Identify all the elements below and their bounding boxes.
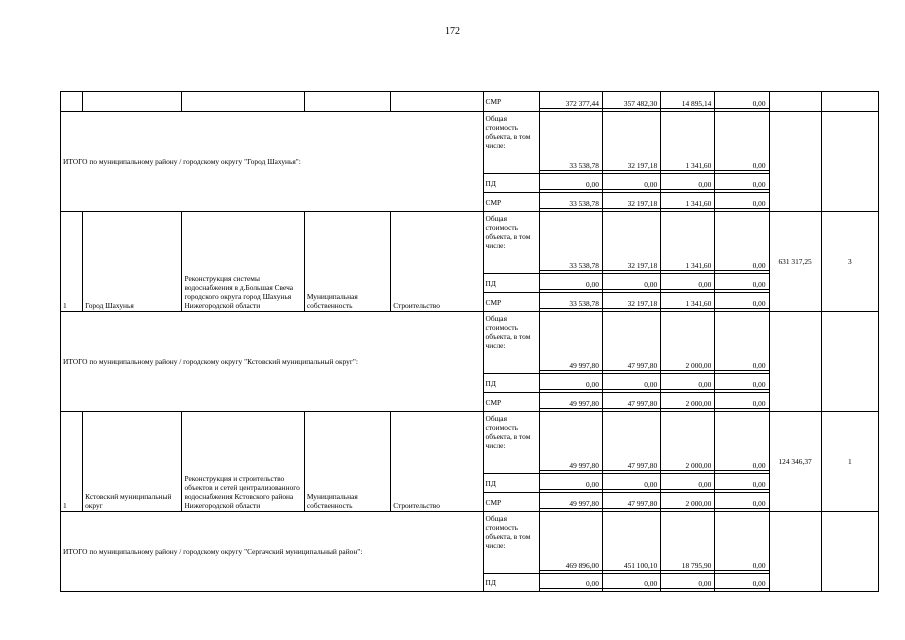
value-cell: 0,00 — [661, 180, 714, 190]
value-cell: 0,00 — [661, 280, 714, 290]
table-row — [61, 512, 879, 574]
work-type-cell: Строительство — [391, 412, 483, 512]
value-cell: 0,00 — [715, 280, 768, 290]
value-cell: 0,00 — [540, 480, 602, 490]
value-cell: 33 538,78 — [540, 261, 602, 271]
value-cell: 0,00 — [540, 280, 602, 290]
capacity-cell: 124 346,37 — [769, 412, 821, 512]
row-label: Общая стоимость объекта, в том числе: — [483, 412, 539, 474]
total-label: ИТОГО по муниципальному району / городскому округу "Город Шахунья": — [61, 112, 484, 212]
value-cell: 0,00 — [540, 180, 602, 190]
value-cell: 49 997,80 — [540, 461, 602, 471]
value-cell: 0,00 — [715, 561, 768, 571]
value-cell: 0,00 — [603, 480, 660, 490]
row-label: Общая стоимость объекта, в том числе: — [483, 212, 539, 274]
value-cell: 33 538,78 — [540, 161, 602, 171]
row-label: Общая стоимость объекта, в том числе: — [483, 312, 539, 374]
value-cell: 0,00 — [715, 261, 768, 271]
value-cell: 0,00 — [540, 579, 602, 589]
row-label: Общая стоимость объекта, в том числе: — [483, 112, 539, 174]
value-cell: 0,00 — [540, 380, 602, 390]
value-cell: 0,00 — [715, 399, 768, 409]
table-row — [61, 212, 879, 274]
object-name-cell: Реконструкция и строительство объектов и сетей централизованного водоснабжения Кстовского района Нижегородской области — [182, 412, 304, 512]
municipality-cell: Кстовский муниципальный округ — [83, 412, 182, 512]
row-label: ПД — [483, 174, 539, 193]
value-cell: 0,00 — [603, 380, 660, 390]
row-number: 1 — [61, 212, 83, 312]
value-cell: 0,00 — [603, 280, 660, 290]
value-cell: 0,00 — [715, 99, 768, 109]
ownership-cell: Муниципальная собственность — [304, 212, 390, 312]
capacity-cell: 631 317,25 — [769, 212, 821, 312]
value-cell: 0,00 — [715, 299, 768, 309]
value-cell: 47 997,80 — [603, 361, 660, 371]
value-cell: 32 197,18 — [603, 161, 660, 171]
object-name-cell: Реконструкция системы водоснабжения в д.Большая Свеча городского округа город Шахунья Нижегородской области — [182, 212, 304, 312]
row-label: СМР — [483, 92, 539, 112]
value-cell: 1 341,60 — [661, 199, 714, 209]
value-cell: 49 997,80 — [540, 499, 602, 509]
value-cell: 32 197,18 — [603, 261, 660, 271]
value-cell: 0,00 — [603, 579, 660, 589]
value-cell: 1 341,60 — [661, 261, 714, 271]
value-cell: 2 000,00 — [661, 399, 714, 409]
value-cell: 1 341,60 — [661, 299, 714, 309]
total-label: ИТОГО по муниципальному району / городскому округу "Кстовский муниципальный округ": — [61, 312, 484, 412]
value-cell: 0,00 — [661, 480, 714, 490]
value-cell: 32 197,18 — [603, 299, 660, 309]
value-cell: 49 997,80 — [540, 399, 602, 409]
value-cell: 47 997,80 — [603, 399, 660, 409]
total-label: ИТОГО по муниципальному району / городскому округу "Сергачский муниципальный район": — [61, 512, 484, 592]
row-number: 1 — [61, 412, 83, 512]
row-label: ПД — [483, 274, 539, 293]
value-cell: 33 538,78 — [540, 199, 602, 209]
row-label: СМР — [483, 493, 539, 512]
value-cell: 0,00 — [715, 499, 768, 509]
value-cell: 0,00 — [715, 579, 768, 589]
work-type-cell: Строительство — [391, 212, 483, 312]
row-label: ПД — [483, 374, 539, 393]
row-label: СМР — [483, 293, 539, 312]
value-cell: 18 795,90 — [661, 561, 714, 571]
table-row — [61, 312, 879, 374]
value-cell: 0,00 — [715, 480, 768, 490]
row-label: ПД — [483, 474, 539, 493]
value-cell: 0,00 — [661, 380, 714, 390]
value-cell: 357 482,30 — [603, 99, 660, 109]
value-cell: 0,00 — [715, 361, 768, 371]
value-cell: 2 000,00 — [661, 361, 714, 371]
value-cell: 1 341,60 — [661, 161, 714, 171]
value-cell: 0,00 — [715, 161, 768, 171]
value-cell: 469 896,00 — [540, 561, 602, 571]
table-row — [61, 92, 879, 112]
value-cell: 2 000,00 — [661, 461, 714, 471]
value-cell: 0,00 — [715, 180, 768, 190]
municipality-cell: Город Шахунья — [83, 212, 182, 312]
value-cell: 0,00 — [603, 180, 660, 190]
value-cell: 33 538,78 — [540, 299, 602, 309]
value-cell: 49 997,80 — [540, 361, 602, 371]
value-cell: 47 997,80 — [603, 461, 660, 471]
value-cell: 0,00 — [715, 199, 768, 209]
table-row — [61, 412, 879, 474]
count-cell: 1 — [821, 412, 878, 512]
value-cell: 0,00 — [715, 461, 768, 471]
value-cell: 0,00 — [715, 380, 768, 390]
value-cell: 32 197,18 — [603, 199, 660, 209]
value-cell: 14 895,14 — [661, 99, 714, 109]
page-number: 172 — [445, 26, 460, 37]
row-label: СМР — [483, 193, 539, 212]
value-cell: 451 100,10 — [603, 561, 660, 571]
table-row — [61, 112, 879, 174]
value-cell: 47 997,80 — [603, 499, 660, 509]
row-label: СМР — [483, 393, 539, 412]
value-cell: 0,00 — [661, 579, 714, 589]
row-label: ПД — [483, 574, 539, 592]
ownership-cell: Муниципальная собственность — [304, 412, 390, 512]
data-table — [60, 91, 879, 592]
value-cell: 2 000,00 — [661, 499, 714, 509]
count-cell: 3 — [821, 212, 878, 312]
value-cell: 372 377,44 — [540, 99, 602, 109]
row-label: Общая стоимость объекта, в том числе: — [483, 512, 539, 574]
